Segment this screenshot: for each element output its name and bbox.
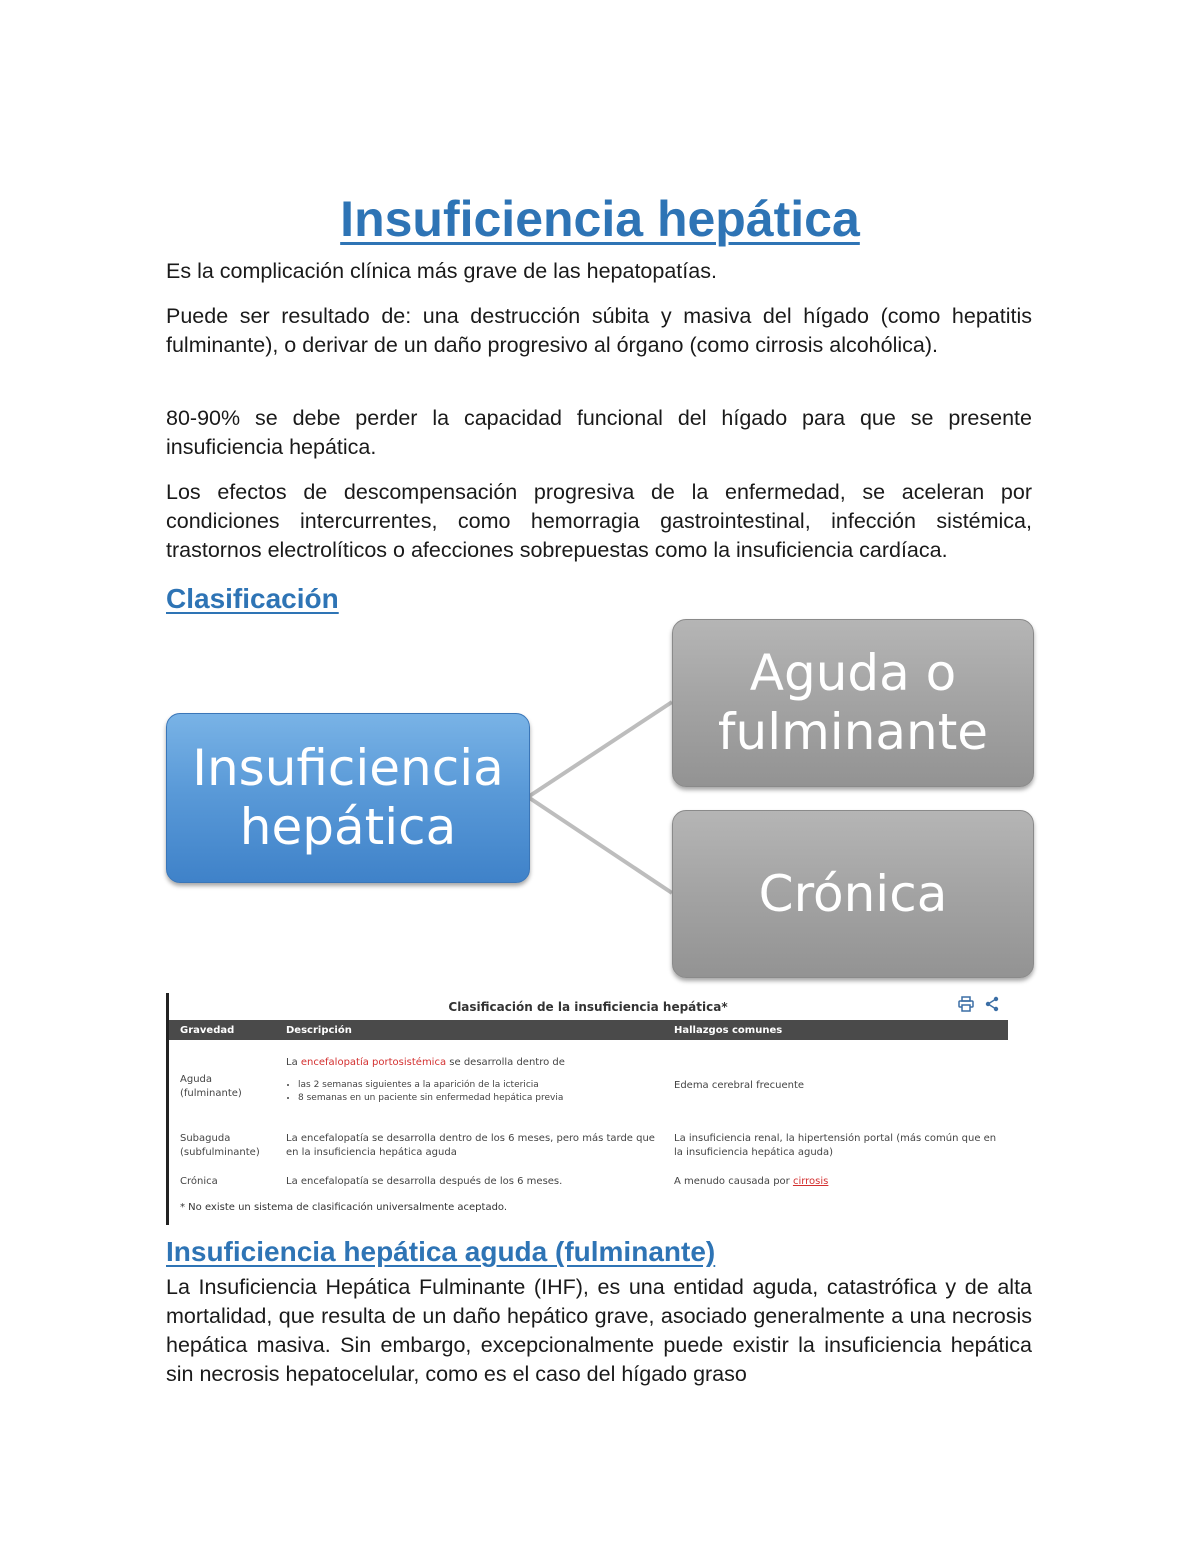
diagram-chronic-label: Crónica (758, 864, 948, 923)
paragraph-aguda: La Insuficiencia Hepática Fulminante (IHF), es una entidad aguda, catastrófica y de alta mortalidad, que resulta de un daño hepático grave, asociado generalmente a una necrosis hepática masiva. Sin embargo, excepcionalmente puede existir la insuficiencia hepática sin necrosis hepatocelular, como es el caso del hígado graso (166, 1275, 1032, 1386)
row-aguda-gravedad: Aguda (fulminante) (180, 1074, 242, 1099)
table-title: Clasificación de la insuficiencia hepática* (448, 1000, 728, 1014)
paragraph-causes: Puede ser resultado de: una destrucción súbita y masiva del hígado (como hepatitis fulminante), o derivar de un daño progresivo al órgano (como cirrosis alcohólica). (166, 304, 1032, 357)
row-subaguda-descripcion: La encefalopatía se desarrolla dentro de los 6 meses, pero más tarde que en la insuficiencia hepática aguda (286, 1133, 655, 1158)
cirrosis-link[interactable]: cirrosis (792, 1176, 829, 1187)
print-icon[interactable] (958, 996, 974, 1016)
diagram-root-box (166, 713, 530, 883)
page-title: Insuficiencia hepática (340, 191, 860, 247)
row-aguda-hallazgos: Edema cerebral frecuente (674, 1080, 805, 1091)
row-cronica-hallazgos (674, 1175, 1004, 1189)
table-header-gravedad: Gravedad (180, 1025, 235, 1036)
paragraph-capacity: 80-90% se debe perder la capacidad funcional del hígado para que se presente insuficiencia hepática. (166, 406, 1032, 459)
encefalopatia-link[interactable]: encefalopatía portosistémica (300, 1057, 447, 1068)
table-header-hallazgos: Hallazgos comunes (674, 1025, 783, 1036)
list-item: • 8 semanas en un paciente sin enfermedad hepática previa (298, 1092, 656, 1105)
section-heading-clasificacion: Clasificación (166, 583, 339, 614)
row-subaguda-gravedad: Subaguda (subfulminante) (180, 1133, 260, 1158)
row-aguda-descripcion (286, 1056, 656, 1105)
connector-chronic (528, 797, 672, 893)
table-header-descripcion: Descripción (286, 1025, 352, 1036)
row-cronica-descripcion: La encefalopatía se desarrolla después de los 6 meses. (286, 1176, 563, 1187)
row-aguda-desc-suffix: se desarrolla dentro de (446, 1057, 565, 1068)
row-aguda-desc-prefix: La (286, 1057, 301, 1068)
paragraph-effects: Los efectos de descompensación progresiva de la enfermedad, se aceleran por condiciones intercurrentes, como hemorragia gastrointestinal, infección sistémica, trastornos electrolíticos o afecciones sobrepuestas como la insuficiencia cardíaca. (166, 480, 1032, 562)
share-icon[interactable] (984, 996, 1000, 1016)
list-item: • las 2 semanas siguientes a la aparición de la ictericia (298, 1079, 656, 1092)
diagram-chronic-box (672, 810, 1034, 978)
diagram-acute-label: Aguda o fulminante (717, 644, 989, 761)
row-aguda-bullets (286, 1079, 656, 1105)
table-toolbar (958, 996, 1000, 1016)
classification-table (166, 993, 1010, 1225)
row-subaguda-hallazgos: La insuficiencia renal, la hipertensión portal (más común que en la insuficiencia hepática aguda) (674, 1133, 997, 1158)
section-heading-aguda: Insuficiencia hepática aguda (fulminante) (166, 1236, 716, 1267)
table-footnote: * No existe un sistema de clasificación universalmente aceptado. (180, 1202, 508, 1213)
row-cronica-hallazgos-prefix: A menudo causada por (674, 1176, 793, 1187)
diagram-root-label: Insuficiencia hepática (192, 739, 504, 856)
connector-acute (528, 702, 672, 797)
row-cronica-gravedad: Crónica (180, 1176, 218, 1187)
table-header-row (169, 1020, 1008, 1040)
diagram-acute-box (672, 619, 1034, 787)
paragraph-intro: Es la complicación clínica más grave de las hepatopatías. (166, 259, 717, 283)
